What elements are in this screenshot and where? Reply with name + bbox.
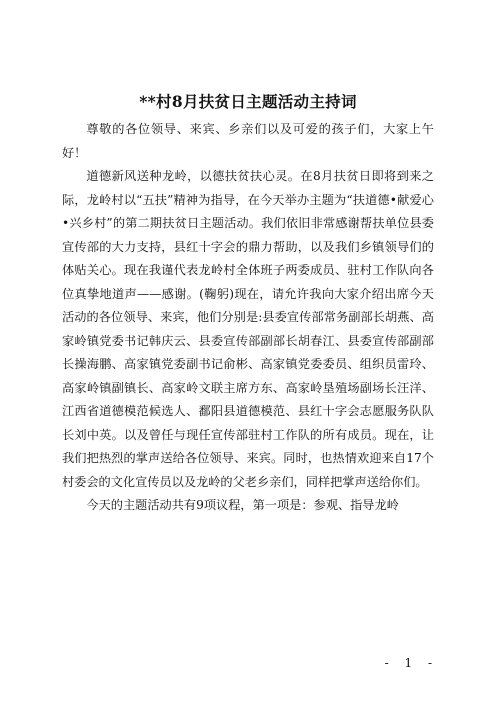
page-number: - 1 -	[384, 656, 438, 670]
paragraph-introduction: 道德新风送种龙岭，以德扶贫扶心灵。在8月扶贫日即将到来之际，龙岭村以“五扶”精神为指导，在今天举办主题为“扶道德•献爱心•兴乡村”的第二期扶贫日主题活动。我们依旧非常感谢帮扶单位县委宣传部的大力支持，县红十字会的鼎力帮助，以及我们乡镇领导们的体贴关心。现在我谨代表龙岭村全体班子两委成员、驻村工作队向各位真挚地道声——感谢。(鞠躬)现在，请允许我向大家介绍出席今天活动的各位领导、来宾，他们分别是:县委宣传部常务副部长胡燕、高家岭镇党委书记韩庆云、县委宣传部副部长胡春江、县委宣传部副部长操海鹏、高家镇党委副书记俞彬、高家镇党委委员、组织员雷玲、高家岭镇副镇长、高家岭文联主席方东、高家岭垦殖场副场长汪洋、江西省道德模范候选人、鄱阳县道德模范、县红十字会志愿服务队队长刘中英。以及曾任与现任宣传部驻村工作队的所有成员。现在，让我们把热烈的掌声送给各位领导、来宾。同时，也热情欢迎来自17个村委会的文化宣传员以及龙岭的父老乡亲们，同样把掌声送给你们。	[62, 169, 434, 489]
document-body	[62, 118, 434, 518]
paragraph-greeting: 尊敬的各位领导、来宾、乡亲们以及可爱的孩子们，大家上午好！	[62, 122, 434, 160]
document-title: **村8月扶贫日主题活动主持词	[139, 92, 357, 111]
paragraph-agenda: 今天的主题活动共有9项议程，第一项是：参观、指导龙岭	[86, 498, 399, 512]
